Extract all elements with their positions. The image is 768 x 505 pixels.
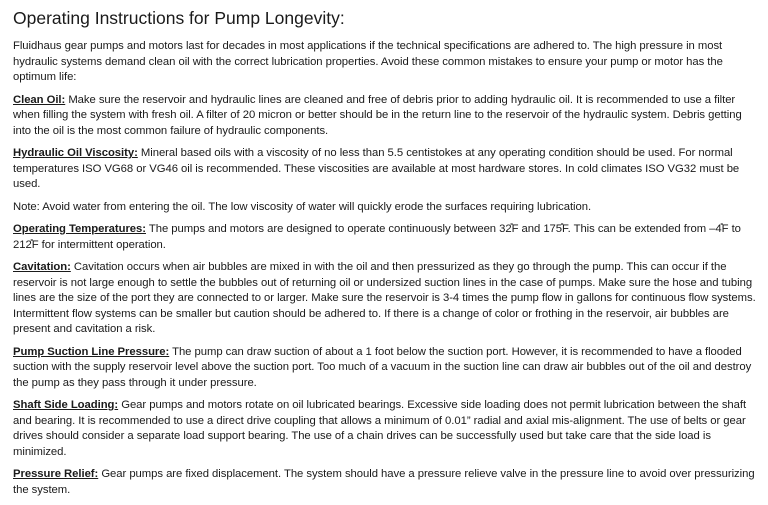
section-body: Gear pumps and motors rotate on oil lubricated bearings. Excessive side loading does not permit lubrication between the shaft and bearing. It is recommended to use a direct drive coupling that allows a minimum of 0.01” radial and axial mis-alignment. The use of belts or gear drives should consider a separate load support bearing. The use of a chain drives can be successfully used but take care that the side load is minimized. (13, 399, 747, 458)
section-heading: Hydraulic Oil Viscosity: (13, 147, 138, 159)
section-heading: Operating Temperatures: (13, 223, 146, 235)
section-body: The pump can draw suction of about a 1 foot below the suction port. However, it is recommended to have a flooded suction with the supply reservoir level above the suction port. Too much of a vacuum in the suction line can draw air bubbles out of the oil and destroy the pump as they pass through it under pressure. (13, 345, 752, 389)
section-note (13, 200, 759, 216)
section-cavitation (13, 260, 759, 338)
section-pump-suction-line-pressure (13, 345, 759, 392)
section-heading: Pressure Relief: (13, 468, 99, 480)
section-body: Cavitation occurs when air bubbles are mixed in with the oil and then pressurized as they go through the pump. This can occur if the reservoir is not large enough to settle the bubbles out of returning oil or undersized suction lines in the case of pumps. Make sure the hose and tubing lines are the size of the port they are connected to or larger. Make sure the reservoir is 3-4 times the pump flow in gallons for continuous flow systems. Intermittent flow systems can be smaller but caution should be adhered to. If there is a change of color or frothing in the reservoir, air bubbles are present and cavitation a risk. (13, 261, 756, 335)
document (13, 7, 759, 505)
section-shaft-side-loading (13, 398, 759, 460)
section-operating-temperatures (13, 222, 759, 253)
section-heading: Cavitation: (13, 261, 71, 273)
section-hydraulic-oil-viscosity (13, 146, 759, 193)
section-body: Make sure the reservoir and hydraulic lines are cleaned and free of debris prior to adding hydraulic oil. It is recommended to use a filter when filling the system with fresh oil. A filter of 20 micron or better should be in the return line to the reservoir of the hydraulic system. Debris getting into the oil is the most common failure of hydraulic components. (13, 93, 742, 137)
section-body: Gear pumps are fixed displacement. The system should have a pressure relieve valve in the pressure line to avoid over pressurizing the system. (13, 468, 755, 496)
section-heading: Pump Suction Line Pressure: (13, 345, 170, 358)
section-body: The pumps and motors are designed to operate continuously between 32̊F and 175̊F. This can be extended from –4̊F to 212̊F for intermittent operation. (13, 223, 741, 251)
section-heading: Clean Oil: (13, 93, 66, 106)
section-body: Note: Avoid water from entering the oil. The low viscosity of water will quickly erode the surfaces requiring lubrication. (13, 200, 592, 213)
intro-paragraph: Fluidhaus gear pumps and motors last for decades in most applications if the technical specifications are adhered to. The high pressure in most hydraulic systems demand clean oil with the correct lubrication properties. Avoid these common mistakes to ensure your pump or motor has the optimum life: (13, 40, 723, 83)
section-body: Mineral based oils with a viscosity of no less than 5.5 centistokes at any operating condition should be used. For normal temperatures ISO VG68 or VG46 oil is recommended. These viscosities are available at most hardware stores. In cold climates ISO VG32 must be used. (13, 147, 740, 190)
section-clean-oil (13, 93, 759, 140)
section-pressure-relief (13, 467, 759, 498)
section-heading: Shaft Side Loading: (13, 399, 119, 411)
document-title: Operating Instructions for Pump Longevity: (13, 8, 345, 28)
